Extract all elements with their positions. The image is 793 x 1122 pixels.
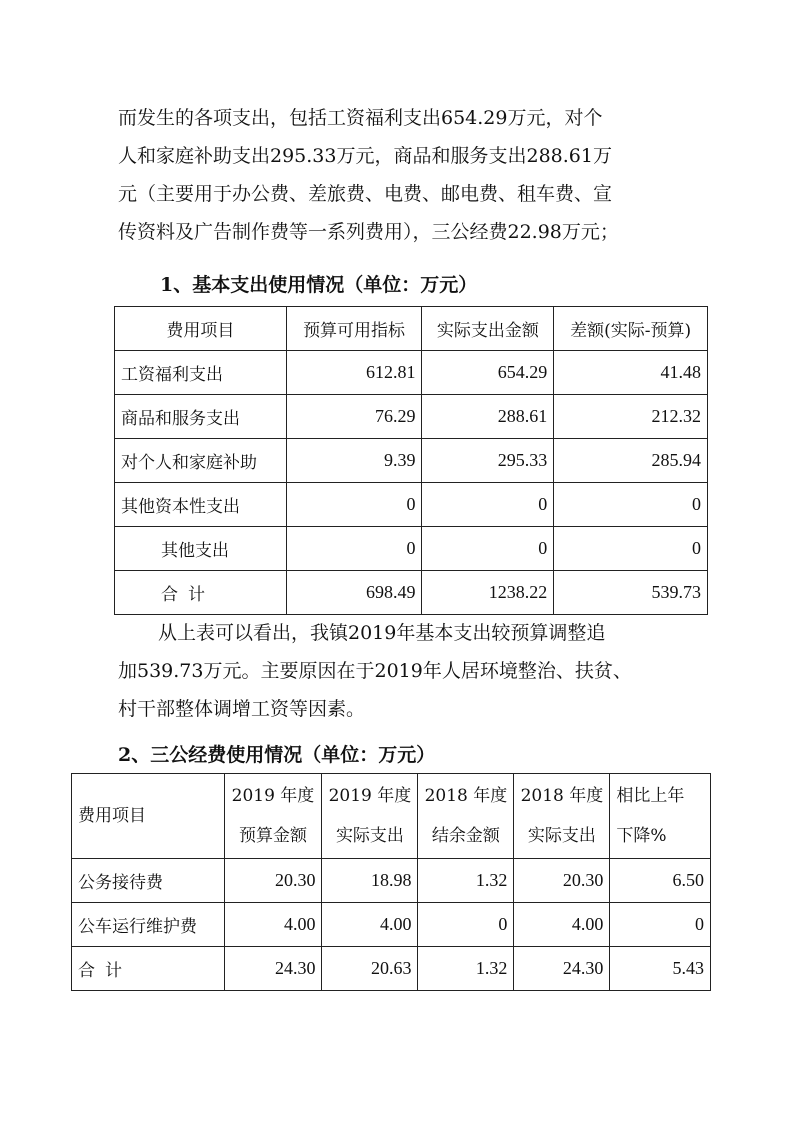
summary-line: 加539.73万元。主要原因在于2019年人居环境整治、扶贫、 <box>118 660 632 682</box>
section2-heading: 2、三公经费使用情况（单位：万元） <box>118 744 436 766</box>
header-cell <box>224 774 322 859</box>
table-row <box>72 859 711 903</box>
table-total-row <box>115 571 708 615</box>
item-cell: 公务接待费 <box>72 859 225 903</box>
total-label-cell: 合计 <box>115 571 287 615</box>
budget-cell: 76.29 <box>286 395 422 439</box>
item-cell: 商品和服务支出 <box>115 395 287 439</box>
header-cell: 实际支出金额 <box>422 307 554 351</box>
table-row <box>115 483 708 527</box>
header-cell: 费用项目 <box>115 307 287 351</box>
header-cell <box>514 774 610 859</box>
header-line2: 实际支出 <box>335 826 404 846</box>
budget-cell: 612.81 <box>286 351 422 395</box>
table-row <box>115 527 708 571</box>
budget-cell: 0 <box>286 527 422 571</box>
actual2019-cell: 18.98 <box>322 859 418 903</box>
item-cell: 对个人和家庭补助 <box>115 439 287 483</box>
item-cell: 其他支出 <box>115 527 287 571</box>
header-line2: 预算金额 <box>238 826 307 846</box>
header-line2: 结余金额 <box>431 826 500 846</box>
header-line2: 实际支出 <box>527 826 596 846</box>
budget-cell: 9.39 <box>286 439 422 483</box>
intro-line: 而发生的各项支出，包括工资福利支出654.29万元，对个 <box>118 107 603 129</box>
header-line1: 2018 年度 <box>520 786 604 806</box>
actual-cell: 288.61 <box>422 395 554 439</box>
table-row <box>72 903 711 947</box>
diff-cell: 0 <box>554 527 708 571</box>
header-cell <box>610 774 711 859</box>
budget-cell: 0 <box>286 483 422 527</box>
intro-line: 元（主要用于办公费、差旅费、电费、邮电费、租车费、宣 <box>118 183 613 205</box>
drop-cell: 6.50 <box>610 859 711 903</box>
budget-cell: 698.49 <box>286 571 422 615</box>
actual-cell: 295.33 <box>422 439 554 483</box>
header-cell <box>418 774 514 859</box>
intro-line: 传资料及广告制作费等一系列费用），三公经费22.98万元； <box>118 221 619 243</box>
header-line1: 2019 年度 <box>231 786 315 806</box>
header-cell: 费用项目 <box>72 774 225 859</box>
actual-cell: 0 <box>422 483 554 527</box>
table-header-row <box>72 774 711 859</box>
table-row <box>115 351 708 395</box>
drop-cell: 0 <box>610 903 711 947</box>
intro-line: 人和家庭补助支出295.33万元，商品和服务支出288.61万 <box>118 145 612 167</box>
item-cell: 其他资本性支出 <box>115 483 287 527</box>
header-line1: 2019 年度 <box>328 786 412 806</box>
total-label-cell: 合计 <box>72 947 225 991</box>
table-row <box>115 395 708 439</box>
section1-heading: 1、基本支出使用情况（单位：万元） <box>160 274 478 296</box>
budget2019-cell: 4.00 <box>224 903 322 947</box>
diff-cell: 41.48 <box>554 351 708 395</box>
surplus2018-cell: 1.32 <box>418 859 514 903</box>
actual2018-cell: 24.30 <box>514 947 610 991</box>
diff-cell: 285.94 <box>554 439 708 483</box>
diff-cell: 212.32 <box>554 395 708 439</box>
budget2019-cell: 24.30 <box>224 947 322 991</box>
basic-expense-table <box>114 306 708 615</box>
table-header-row <box>115 307 708 351</box>
header-cell <box>322 774 418 859</box>
summary-paragraph <box>118 614 678 728</box>
actual-cell: 1238.22 <box>422 571 554 615</box>
summary-line: 村干部整体调增工资等因素。 <box>118 698 366 720</box>
header-cell: 预算可用指标 <box>286 307 422 351</box>
actual2018-cell: 20.30 <box>514 859 610 903</box>
header-line2: 下降% <box>616 826 667 846</box>
item-cell: 公车运行维护费 <box>72 903 225 947</box>
actual-cell: 0 <box>422 527 554 571</box>
intro-paragraph <box>118 99 678 251</box>
header-cell: 差额(实际-预算) <box>554 307 708 351</box>
actual2019-cell: 20.63 <box>322 947 418 991</box>
item-cell: 工资福利支出 <box>115 351 287 395</box>
surplus2018-cell: 0 <box>418 903 514 947</box>
summary-line: 从上表可以看出，我镇2019年基本支出较预算调整追 <box>158 622 606 644</box>
header-line1: 相比上年 <box>616 786 685 806</box>
diff-cell: 539.73 <box>554 571 708 615</box>
actual2019-cell: 4.00 <box>322 903 418 947</box>
header-line1: 2018 年度 <box>424 786 508 806</box>
actual-cell: 654.29 <box>422 351 554 395</box>
table-row <box>115 439 708 483</box>
budget2019-cell: 20.30 <box>224 859 322 903</box>
actual2018-cell: 4.00 <box>514 903 610 947</box>
table-total-row <box>72 947 711 991</box>
three-public-expense-table <box>71 773 711 991</box>
drop-cell: 5.43 <box>610 947 711 991</box>
diff-cell: 0 <box>554 483 708 527</box>
surplus2018-cell: 1.32 <box>418 947 514 991</box>
